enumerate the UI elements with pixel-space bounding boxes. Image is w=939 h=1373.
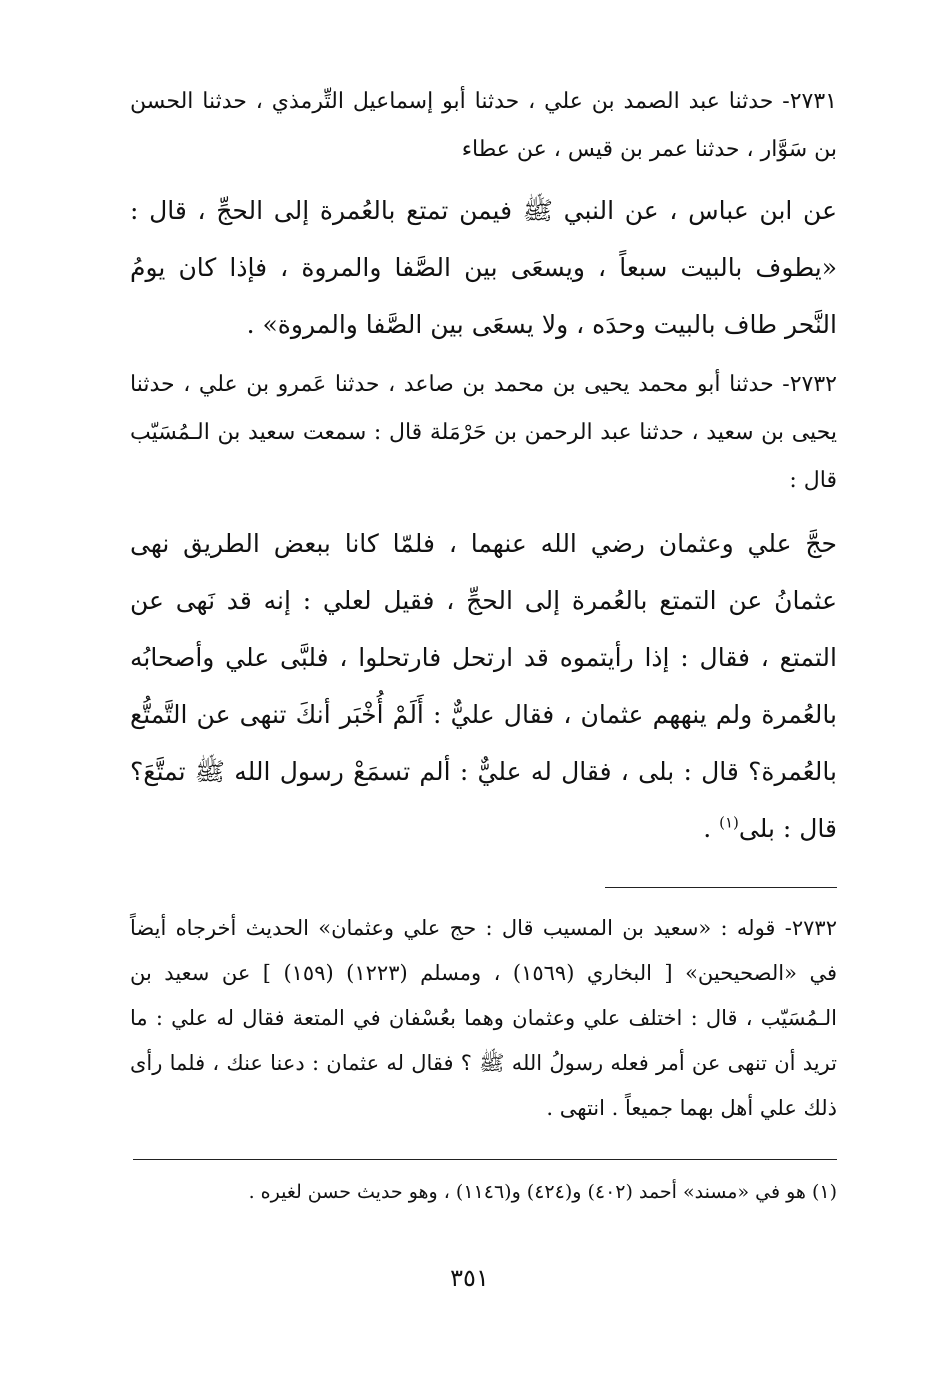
commentary-2732: ٢٧٣٢- قوله : «سعيد بن المسيب قال : حج علي وعثمان» الحديث أخرجاه أيضاً في «الصحيحين» [ البخاري (١٥٦٩) ، ومسلم (١٢٢٣) (١٥٩) ] عن سعيد بن الـمُسَيّب ، قال : اختلف علي وعثمان وهما بعُسْفان في المتعة فقال له علي : ما تريد أن تنهى عن أمر فعله رسولُ الله ﷺ ؟ فقال له عثمان : دعنا عنك ، فلما رأى ذلك علي أهل بهما جميعاً . انتهى . xyxy=(130,916,837,1120)
commentary-separator xyxy=(605,887,837,888)
hadith-2732-isnad: ٢٧٣٢- حدثنا أبو محمد يحيى بن محمد بن صاعد ، حدثنا عَمرو بن علي ، حدثنا يحيى بن سعيد ، حدثنا عبد الرحمن بن حَرْمَلة قال : سمعت سعيد بن الـمُسَيّب قال : xyxy=(130,372,837,493)
hadith-2732-matn-paragraph xyxy=(130,515,837,857)
footnote-separator xyxy=(133,1159,837,1160)
footnote-reference[interactable]: (١) xyxy=(719,813,739,832)
hadith-2732-matn: حجَّ علي وعثمان رضي الله عنهما ، فلمّا كانا ببعض الطريق نهى عثمانُ عن التمتع بالعُمرة إلى الحجِّ ، فقيل لعلي : إنه قد نَهى عن التمتع ، فقال : إذا رأيتموه قد ارتحل فارتحلوا ، فلبَّى علي وأصحابُه بالعُمرة ولم ينههم عثمان ، فقال عليٌّ : أَلَمْ أُخْبَر أنكَ تنهى عن التَّمتُّع بالعُمرة؟ قال : بلى ، فقال له عليٌّ : ألم تسمَعْ رسول الله ﷺ تمتَّعَ؟ قال : بلى xyxy=(130,529,837,843)
hadith-2731-matn: عن ابن عباس ، عن النبي ﷺ فيمن تمتع بالعُمرة إلى الحجِّ ، قال : «يطوف بالبيت سبعاً ، ويسعَى بين الصَّفا والمروة ، فإذا كان يومُ النَّحر طاف بالبيت وحدَه ، ولا يسعَى بين الصَّفا والمروة» . xyxy=(130,196,837,339)
page-number: ٣٥١ xyxy=(450,1264,489,1292)
footnote-1: (١) هو في «مسند» أحمد (٤٠٢) و(٤٢٤) و(١١٤٦) ، وهو حديث حسن لغيره . xyxy=(248,1181,837,1203)
hadith-2731-isnad: ٢٧٣١- حدثنا عبد الصمد بن علي ، حدثنا أبو إسماعيل التِّرمذي ، حدثنا الحسن بن سَوَّار ، حدثنا عمر بن قيس ، عن عطاء xyxy=(130,89,837,162)
hadith-2732-matn-end: . xyxy=(703,814,720,843)
